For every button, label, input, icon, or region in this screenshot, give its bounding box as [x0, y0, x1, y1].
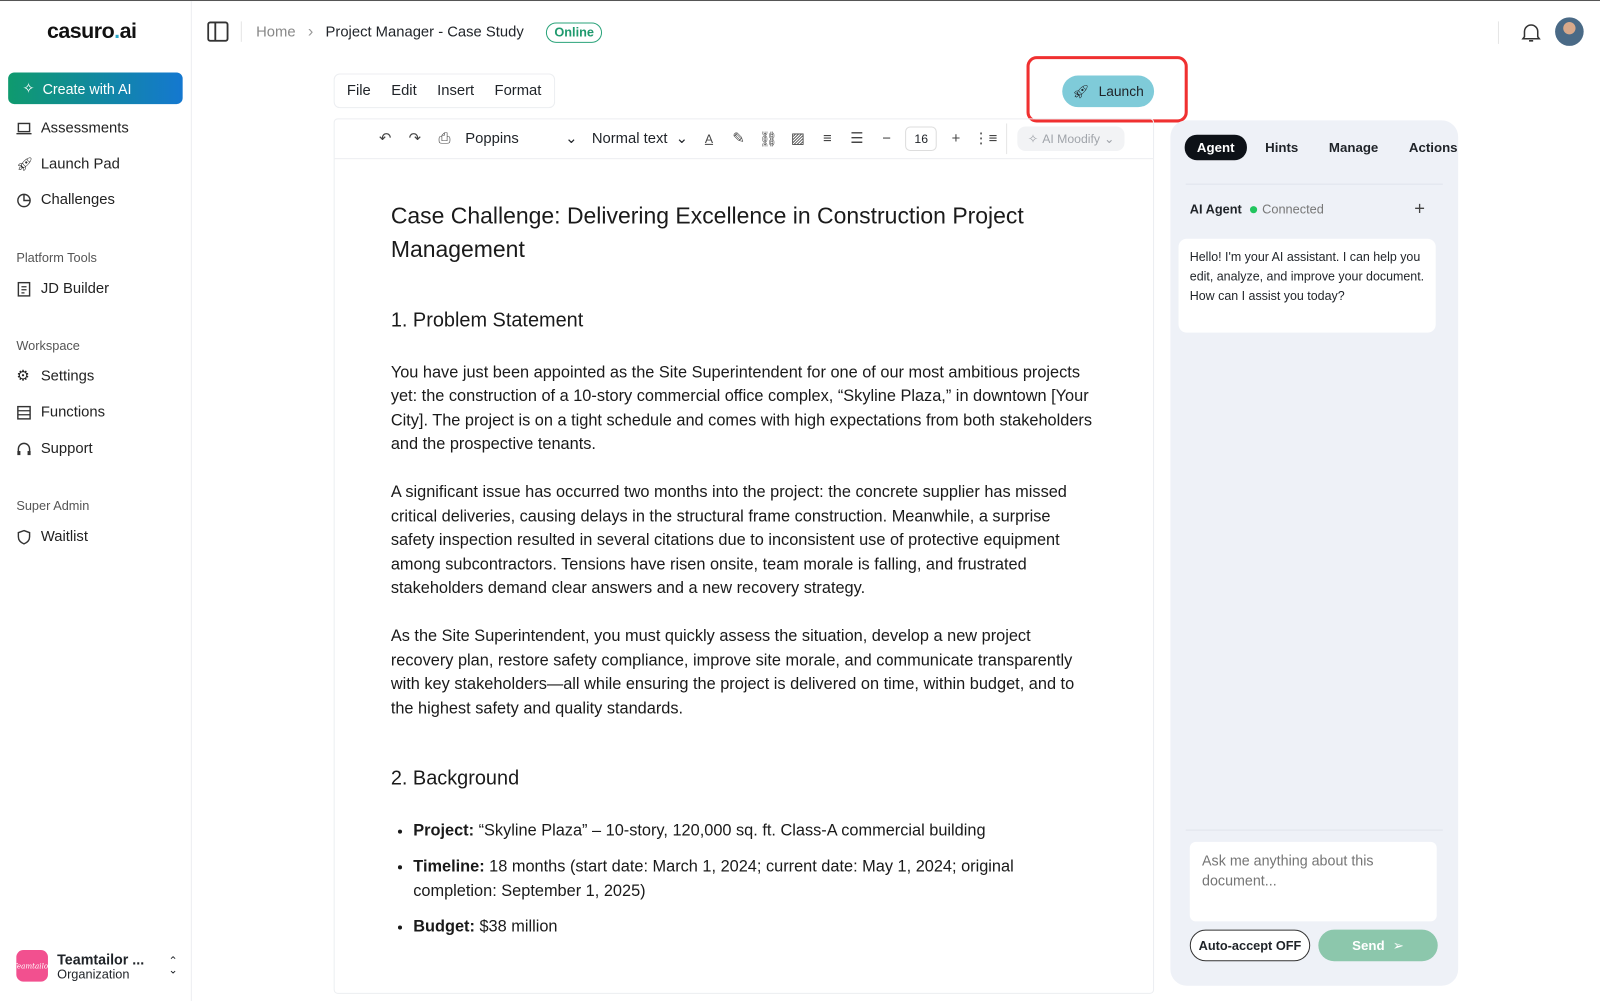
section-heading: 2. Background — [390, 767, 520, 790]
agent-status — [1190, 202, 1324, 216]
rocket-icon: 🚀︎ — [16, 156, 34, 172]
agent-label: AI Agent — [1189, 202, 1242, 217]
sidebar — [0, 1, 192, 1001]
background-list — [413, 819, 1095, 939]
label: Challenges — [40, 191, 115, 209]
sidebar-item-challenges[interactable] — [16, 192, 115, 208]
tab-manage[interactable]: Manage — [1328, 139, 1379, 156]
chevron-down-icon: ⌄ — [675, 130, 689, 147]
rocket-icon: 🚀︎ — [1072, 83, 1090, 99]
divider — [1006, 123, 1007, 154]
chevron-right-icon: › — [307, 23, 314, 41]
chat-input[interactable] — [1190, 842, 1437, 922]
breadcrumb — [256, 22, 602, 42]
document-icon — [16, 281, 31, 296]
bullet-text: 18 months (start date: March 1, 2024; current date: May 1, 2024; original completion: September 1, 2025) — [413, 858, 1014, 900]
highlighter-icon[interactable]: ✎ — [732, 130, 745, 147]
sidebar-item-waitlist[interactable] — [16, 529, 88, 545]
numbered-list-icon[interactable]: ⋮≡ — [973, 130, 998, 147]
label: Support — [40, 440, 93, 458]
send-label: Send — [1352, 937, 1385, 954]
logo-dot: . — [114, 19, 120, 43]
paragraph: As the Site Superintendent, you must quickly assess the situation, develop a new project recovery plan, restore safety compliance, improve site morale, and communicate transparently with key stakeholders—all while ensuring the project is delivered on time, within budget, and to the highest safety and quality standards. — [390, 627, 1075, 717]
menu-insert[interactable]: Insert — [437, 82, 475, 99]
redo-icon[interactable]: ↷ — [408, 130, 421, 147]
document-editor — [334, 118, 1154, 994]
tab-hints[interactable]: Hints — [1265, 139, 1299, 156]
document-content[interactable] — [391, 199, 1095, 952]
menu-file[interactable]: File — [346, 82, 371, 99]
bullet-text: “Skyline Plaza” – 10-story, 120,000 sq. ft. Class-A commercial building — [474, 821, 986, 840]
paragraph: You have just been appointed as the Site Superintendent for one of our most ambitious projects yet: the construction of a 10-story commercial office complex, “Skyline Plaza,” in downtown [Your City]. The project is on a tight schedule and comes with high expectations from both stakeholders and the prospective tenants. — [390, 363, 1093, 454]
avatar[interactable] — [1555, 17, 1584, 46]
logo-tail: ai — [119, 19, 137, 43]
org-name: Teamtailor ... — [57, 950, 145, 967]
menu-bar — [334, 73, 555, 108]
divider — [1186, 184, 1443, 185]
editor-toolbar — [335, 119, 1153, 159]
menu-format[interactable]: Format — [494, 82, 542, 99]
logo-text: casuro — [46, 19, 115, 43]
font-value: Poppins — [465, 130, 519, 147]
increase-size-icon[interactable]: + — [951, 130, 961, 147]
section-platform-tools: Platform Tools — [16, 251, 97, 266]
section-workspace: Workspace — [16, 338, 80, 354]
organization-switcher[interactable] — [12, 950, 178, 982]
bullet-label: Timeline: — [413, 858, 485, 876]
ai-modify-label: AI Moodify — [1042, 131, 1101, 146]
decrease-size-icon[interactable]: − — [882, 130, 891, 147]
style-value: Normal text — [591, 130, 668, 147]
challenge-icon — [16, 192, 31, 207]
text-color-icon[interactable]: A — [704, 131, 714, 146]
section-super-admin: Super Admin — [16, 498, 90, 514]
section-heading: 1. Problem Statement — [390, 309, 584, 332]
sparkle-icon: ✧ — [22, 79, 35, 96]
panel-tabs — [1185, 135, 1470, 161]
list-item — [413, 855, 1095, 903]
undo-icon[interactable]: ↶ — [378, 130, 392, 147]
shield-icon — [16, 529, 31, 544]
list-item — [413, 819, 1095, 843]
bell-icon[interactable] — [1521, 22, 1540, 42]
chevron-down-icon: ⌄ — [565, 130, 578, 147]
auto-accept-toggle[interactable]: Auto-accept OFF — [1190, 930, 1310, 962]
label: Assessments — [40, 120, 129, 137]
bullet-list-icon[interactable]: ☰ — [850, 130, 864, 147]
sparkle-icon: ✧ — [1027, 131, 1039, 146]
print-icon[interactable]: ⎙ — [438, 130, 451, 147]
divider — [1498, 21, 1499, 43]
plus-icon[interactable]: + — [1414, 197, 1426, 219]
gear-icon: ⚙ — [16, 368, 30, 385]
tab-actions[interactable]: Actions — [1408, 139, 1458, 156]
chevron-updown-icon: ⌃ ⌄ — [168, 954, 178, 977]
launch-label: Launch — [1098, 83, 1144, 99]
label: JD Builder — [40, 280, 110, 297]
menu-edit[interactable]: Edit — [391, 82, 417, 99]
label: Waitlist — [40, 528, 88, 545]
list-icon — [16, 405, 31, 420]
create-with-ai-button[interactable] — [8, 72, 182, 104]
align-left-icon[interactable]: ≡ — [823, 130, 832, 147]
paragraph: A significant issue has occurred two months into the project: the concrete supplier has missed critical deliveries, causing delays in the structural frame construction. Meanwhile, a surprise safety inspection resulted in several citations due to inconsistent use of protective equipment among subcontractors. Tensions have risen onsite, team morale is falling, and frustrated stakeholders demand clear answers and a new recovery strategy. — [390, 483, 1067, 597]
divider — [241, 21, 242, 41]
sidebar-item-settings[interactable] — [16, 368, 94, 384]
org-logo: Teamtailor — [16, 950, 48, 982]
org-role: Organization — [57, 966, 130, 982]
laptop-icon — [16, 121, 31, 135]
bullet-label: Project: — [413, 821, 475, 840]
bullet-label: Budget: — [413, 918, 475, 936]
label: Functions — [40, 404, 105, 421]
chevron-down-icon: ⌄ — [1104, 131, 1115, 146]
list-item — [413, 915, 1095, 939]
ai-modify-dropdown[interactable] — [1018, 127, 1125, 151]
label: Launch Pad — [40, 156, 120, 173]
launch-button[interactable] — [1062, 76, 1154, 108]
create-label: Create with AI — [42, 80, 132, 97]
sidebar-item-launch-pad[interactable] — [16, 156, 119, 172]
agent-status-text: Connected — [1262, 202, 1324, 217]
font-select[interactable] — [465, 131, 577, 147]
document-title: Case Challenge: Delivering Excellence in Construction Project Management — [390, 203, 1024, 263]
image-icon[interactable]: ▨ — [790, 130, 805, 147]
headset-icon — [16, 441, 31, 456]
sidebar-item-jd-builder[interactable] — [16, 281, 109, 297]
link-icon[interactable]: ⛓ — [758, 131, 778, 148]
send-icon: ➢ — [1392, 937, 1404, 953]
sidebar-toggle-icon[interactable] — [207, 21, 228, 41]
ai-panel — [1170, 120, 1458, 985]
style-select[interactable] — [592, 131, 688, 147]
sidebar-item-support[interactable] — [16, 441, 92, 457]
font-size-input[interactable]: 16 — [905, 127, 937, 151]
breadcrumb-home[interactable]: Home — [256, 24, 296, 41]
assistant-message: Hello! I'm your AI assistant. I can help you edit, analyze, and improve your document. How can I assist you today? — [1179, 239, 1436, 333]
label: Settings — [40, 368, 95, 385]
bullet-text: $38 million — [474, 918, 558, 936]
sidebar-item-functions[interactable] — [16, 404, 105, 420]
sidebar-item-assessments[interactable] — [16, 120, 128, 136]
send-button[interactable] — [1318, 930, 1437, 962]
logo[interactable] — [47, 19, 137, 43]
status-dot — [1250, 206, 1257, 213]
tab-agent[interactable]: Agent — [1185, 135, 1247, 161]
divider — [1186, 830, 1443, 831]
status-badge: Online — [546, 22, 602, 42]
breadcrumb-current: Project Manager - Case Study — [325, 24, 524, 41]
